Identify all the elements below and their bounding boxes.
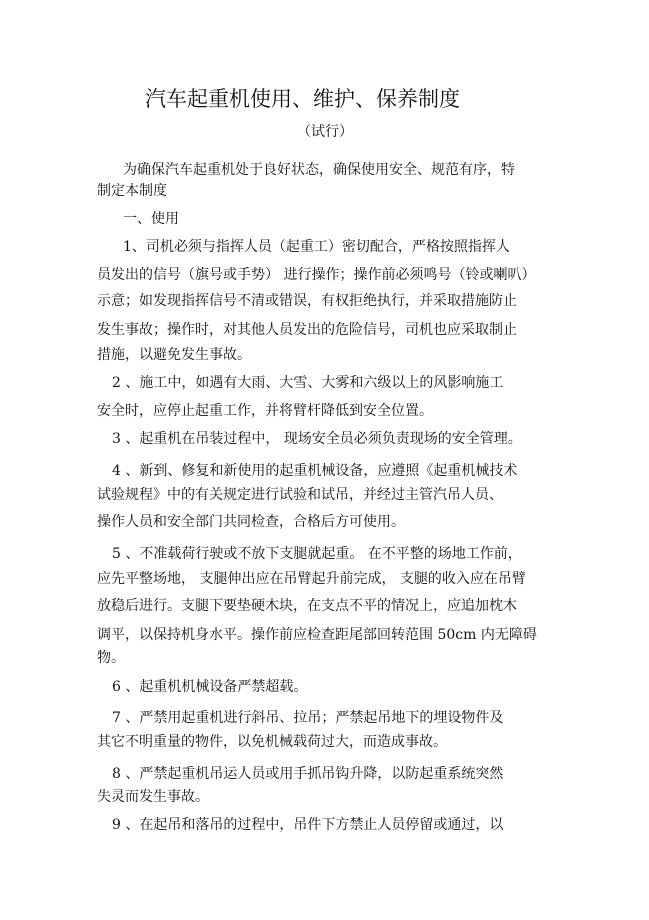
item-line: 9 、在起吊和落吊的过程中，吊件下方禁止人员停留或通过，以 bbox=[112, 817, 504, 833]
item-line: 放稳后进行。支腿下要垫硬木块，在支点不平的情况上，应追加枕木 bbox=[97, 598, 517, 614]
document-title: 汽车起重机使用、维护、保养制度 bbox=[145, 87, 460, 111]
item-line: 6 、起重机机械设备严禁超载。 bbox=[112, 679, 308, 695]
item-line: 4 、新到、修复和新使用的起重机械设备，应遵照《起重机械技术 bbox=[112, 463, 518, 479]
item-line: 试验规程》中的有关规定进行试验和试吊，并经过主管汽吊人员、 bbox=[97, 487, 503, 503]
item-line: 安全时，应停止起重工作，并将臂杆降低到安全位置。 bbox=[97, 403, 433, 419]
item-line: 操作人员和安全部门共同检查，合格后方可使用。 bbox=[97, 514, 405, 530]
intro-line: 为确保汽车起重机处于良好状态，确保使用安全、规范有序，特 bbox=[123, 162, 515, 178]
document-subtitle: （试行） bbox=[297, 124, 353, 140]
item-line: 1、司机必须与指挥人员（起重工）密切配合，严格按照指挥人 bbox=[123, 239, 510, 255]
item-line: 2 、施工中，如遇有大雨、大雪、大雾和六级以上的风影响施工 bbox=[112, 375, 504, 391]
item-line: 示意；如发现指挥信号不清或错误，有权拒绝执行，并采取措施防止 bbox=[97, 293, 517, 309]
item-line: 调平，以保持机身水平。操作前应检查距尾部回转范围 50cm 内无障碍 bbox=[97, 627, 537, 643]
item-line: 发生事故；操作时，对其他人员发出的危险信号，司机也应采取制止 bbox=[97, 322, 517, 338]
item-line: 措施，以避免发生事故。 bbox=[97, 347, 251, 363]
item-line: 5 、不准载荷行驶或不放下支腿就起重。 在不平整的场地工作前， bbox=[112, 546, 522, 562]
intro-line: 制定本制度 bbox=[97, 183, 167, 199]
item-line: 应先平整场地， 支腿伸出应在吊臂起升前完成， 支腿的收入应在吊臂 bbox=[97, 571, 526, 587]
item-line: 失灵而发生事故。 bbox=[97, 789, 209, 805]
item-line: 8 、严禁起重机吊运人员或用手抓吊钩升降，以防起重系统突然 bbox=[112, 766, 504, 782]
item-line: 物。 bbox=[97, 650, 125, 666]
item-line: 员发出的信号（旗号或手势） 进行操作；操作前必须鸣号（铃或喇叭） bbox=[97, 267, 536, 283]
item-line: 7 、严禁用起重机进行斜吊、拉吊；严禁起吊地下的埋设物件及 bbox=[112, 710, 504, 726]
section-heading-usage: 一、使用 bbox=[123, 211, 179, 227]
item-line: 其它不明重量的物件，以免机械载荷过大，而造成事故。 bbox=[97, 734, 447, 750]
item-line: 3 、起重机在吊装过程中， 现场安全员必须负责现场的安全管理。 bbox=[112, 431, 522, 447]
